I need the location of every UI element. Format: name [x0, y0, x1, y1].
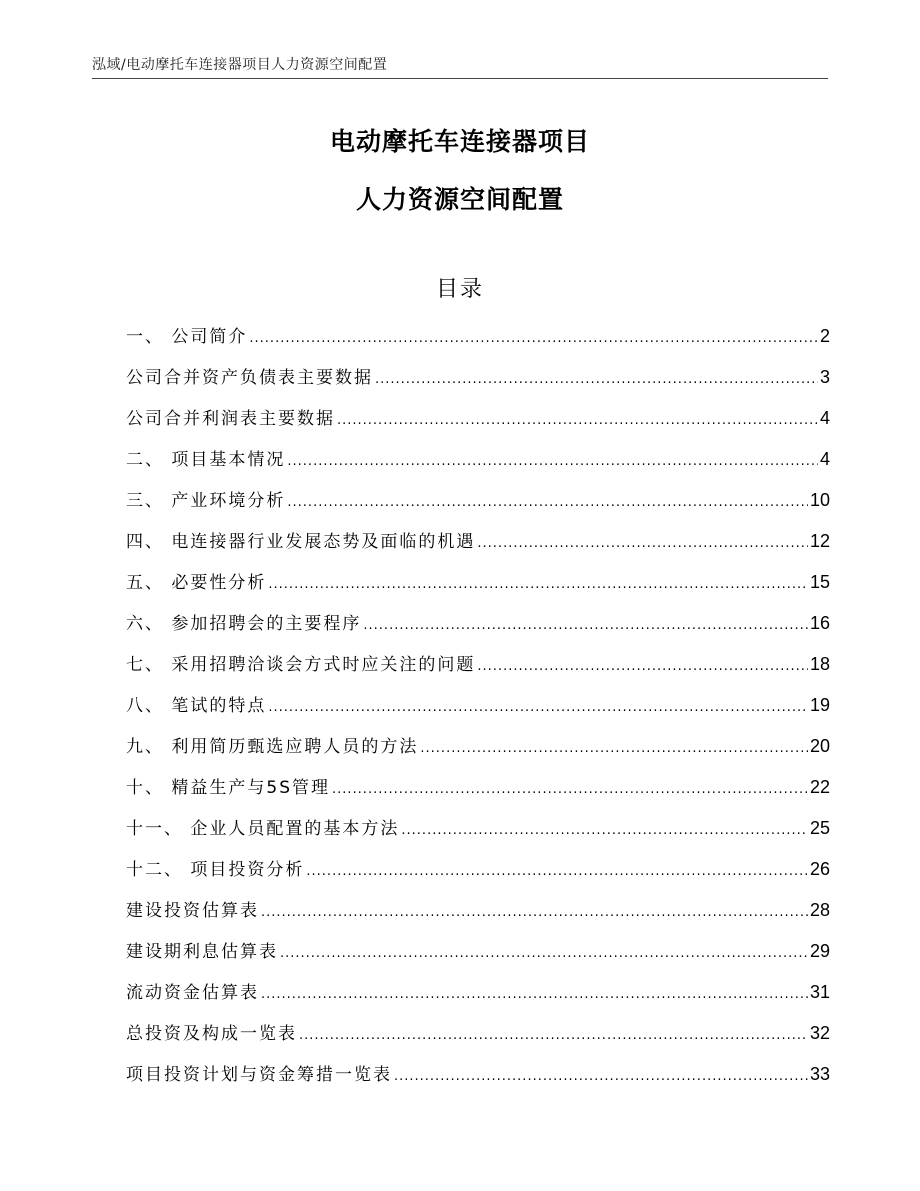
toc-entry-page-number: 2: [819, 326, 830, 346]
toc-entry[interactable]: [126, 650, 830, 691]
toc-entry-label: 三、 产业环境分析: [126, 491, 286, 511]
document-title-line-1: 电动摩托车连接器项目: [329, 127, 590, 156]
table-of-contents: [126, 322, 830, 1101]
toc-dot-leader: [249, 331, 818, 346]
toc-dot-leader: [306, 864, 808, 879]
toc-entry[interactable]: [126, 404, 830, 445]
toc-entry[interactable]: [126, 445, 830, 486]
toc-entry-page-number: 22: [809, 777, 830, 797]
toc-dot-leader: [420, 741, 808, 756]
toc-entry-label: 总投资及构成一览表: [126, 1024, 297, 1044]
toc-entry[interactable]: [126, 978, 830, 1019]
toc-entry-label: 十二、 项目投资分析: [126, 860, 305, 880]
toc-entry-label: 公司合并利润表主要数据: [126, 409, 335, 429]
toc-entry-page-number: 16: [809, 613, 830, 633]
toc-entry-label: 九、 利用简历甄选应聘人员的方法: [126, 737, 419, 757]
toc-entry-label: 一、 公司简介: [126, 327, 248, 347]
toc-entry-page-number: 28: [809, 900, 830, 920]
toc-entry-label: 七、 采用招聘洽谈会方式时应关注的问题: [126, 655, 476, 675]
toc-dot-leader: [363, 618, 808, 633]
toc-entry[interactable]: [126, 1019, 830, 1060]
toc-entry[interactable]: [126, 527, 830, 568]
document-title-line-2: 人力资源空间配置: [355, 185, 564, 214]
header-divider: [92, 78, 828, 79]
toc-entry-page-number: 26: [809, 859, 830, 879]
toc-entry-page-number: 19: [809, 695, 830, 715]
toc-heading: 目录: [435, 277, 484, 302]
running-header: 泓域/电动摩托车连接器项目人力资源空间配置: [92, 57, 388, 73]
toc-entry-label: 二、 项目基本情况: [126, 450, 286, 470]
toc-entry[interactable]: [126, 486, 830, 527]
toc-entry-page-number: 32: [809, 1023, 830, 1043]
toc-entry-page-number: 25: [809, 818, 830, 838]
toc-dot-leader: [477, 536, 808, 551]
toc-entry-label: 四、 电连接器行业发展态势及面临的机遇: [126, 532, 476, 552]
toc-entry-label: 公司合并资产负债表主要数据: [126, 368, 373, 388]
toc-entry-label: 项目投资计划与资金筹措一览表: [126, 1065, 392, 1085]
toc-entry-page-number: 3: [819, 367, 830, 387]
toc-dot-leader: [287, 454, 818, 469]
toc-dot-leader: [280, 946, 808, 961]
toc-entry-label: 建设投资估算表: [126, 901, 259, 921]
toc-entry-label: 六、 参加招聘会的主要程序: [126, 614, 362, 634]
toc-entry[interactable]: [126, 1060, 830, 1101]
toc-dot-leader: [261, 987, 808, 1002]
toc-entry-page-number: 12: [809, 531, 830, 551]
toc-entry[interactable]: [126, 322, 830, 363]
toc-dot-leader: [287, 495, 808, 510]
toc-entry[interactable]: [126, 568, 830, 609]
toc-entry[interactable]: [126, 732, 830, 773]
toc-dot-leader: [261, 905, 808, 920]
toc-entry[interactable]: [126, 855, 830, 896]
toc-entry-page-number: 4: [819, 449, 830, 469]
toc-entry[interactable]: [126, 773, 830, 814]
toc-entry[interactable]: [126, 896, 830, 937]
toc-entry[interactable]: [126, 937, 830, 978]
toc-entry-page-number: 18: [809, 654, 830, 674]
toc-entry-label: 十一、 企业人员配置的基本方法: [126, 819, 400, 839]
toc-entry-label: 十、 精益生产与5S管理: [126, 778, 331, 798]
toc-entry[interactable]: [126, 609, 830, 650]
toc-entry[interactable]: [126, 814, 830, 855]
toc-entry-page-number: 31: [809, 982, 830, 1002]
toc-dot-leader: [268, 577, 808, 592]
toc-dot-leader: [401, 823, 808, 838]
toc-dot-leader: [477, 659, 808, 674]
toc-entry-label: 流动资金估算表: [126, 983, 259, 1003]
toc-entry-page-number: 15: [809, 572, 830, 592]
toc-entry-page-number: 4: [819, 408, 830, 428]
toc-entry-page-number: 29: [809, 941, 830, 961]
toc-dot-leader: [332, 782, 808, 797]
toc-entry-page-number: 10: [809, 490, 830, 510]
toc-entry[interactable]: [126, 691, 830, 732]
toc-dot-leader: [375, 372, 818, 387]
toc-entry-page-number: 20: [809, 736, 830, 756]
toc-entry[interactable]: [126, 363, 830, 404]
toc-entry-label: 五、 必要性分析: [126, 573, 267, 593]
toc-dot-leader: [299, 1028, 808, 1043]
toc-dot-leader: [394, 1069, 808, 1084]
toc-entry-label: 八、 笔试的特点: [126, 696, 267, 716]
toc-dot-leader: [268, 700, 808, 715]
toc-entry-label: 建设期利息估算表: [126, 942, 278, 962]
toc-dot-leader: [337, 413, 818, 428]
toc-entry-page-number: 33: [809, 1064, 830, 1084]
